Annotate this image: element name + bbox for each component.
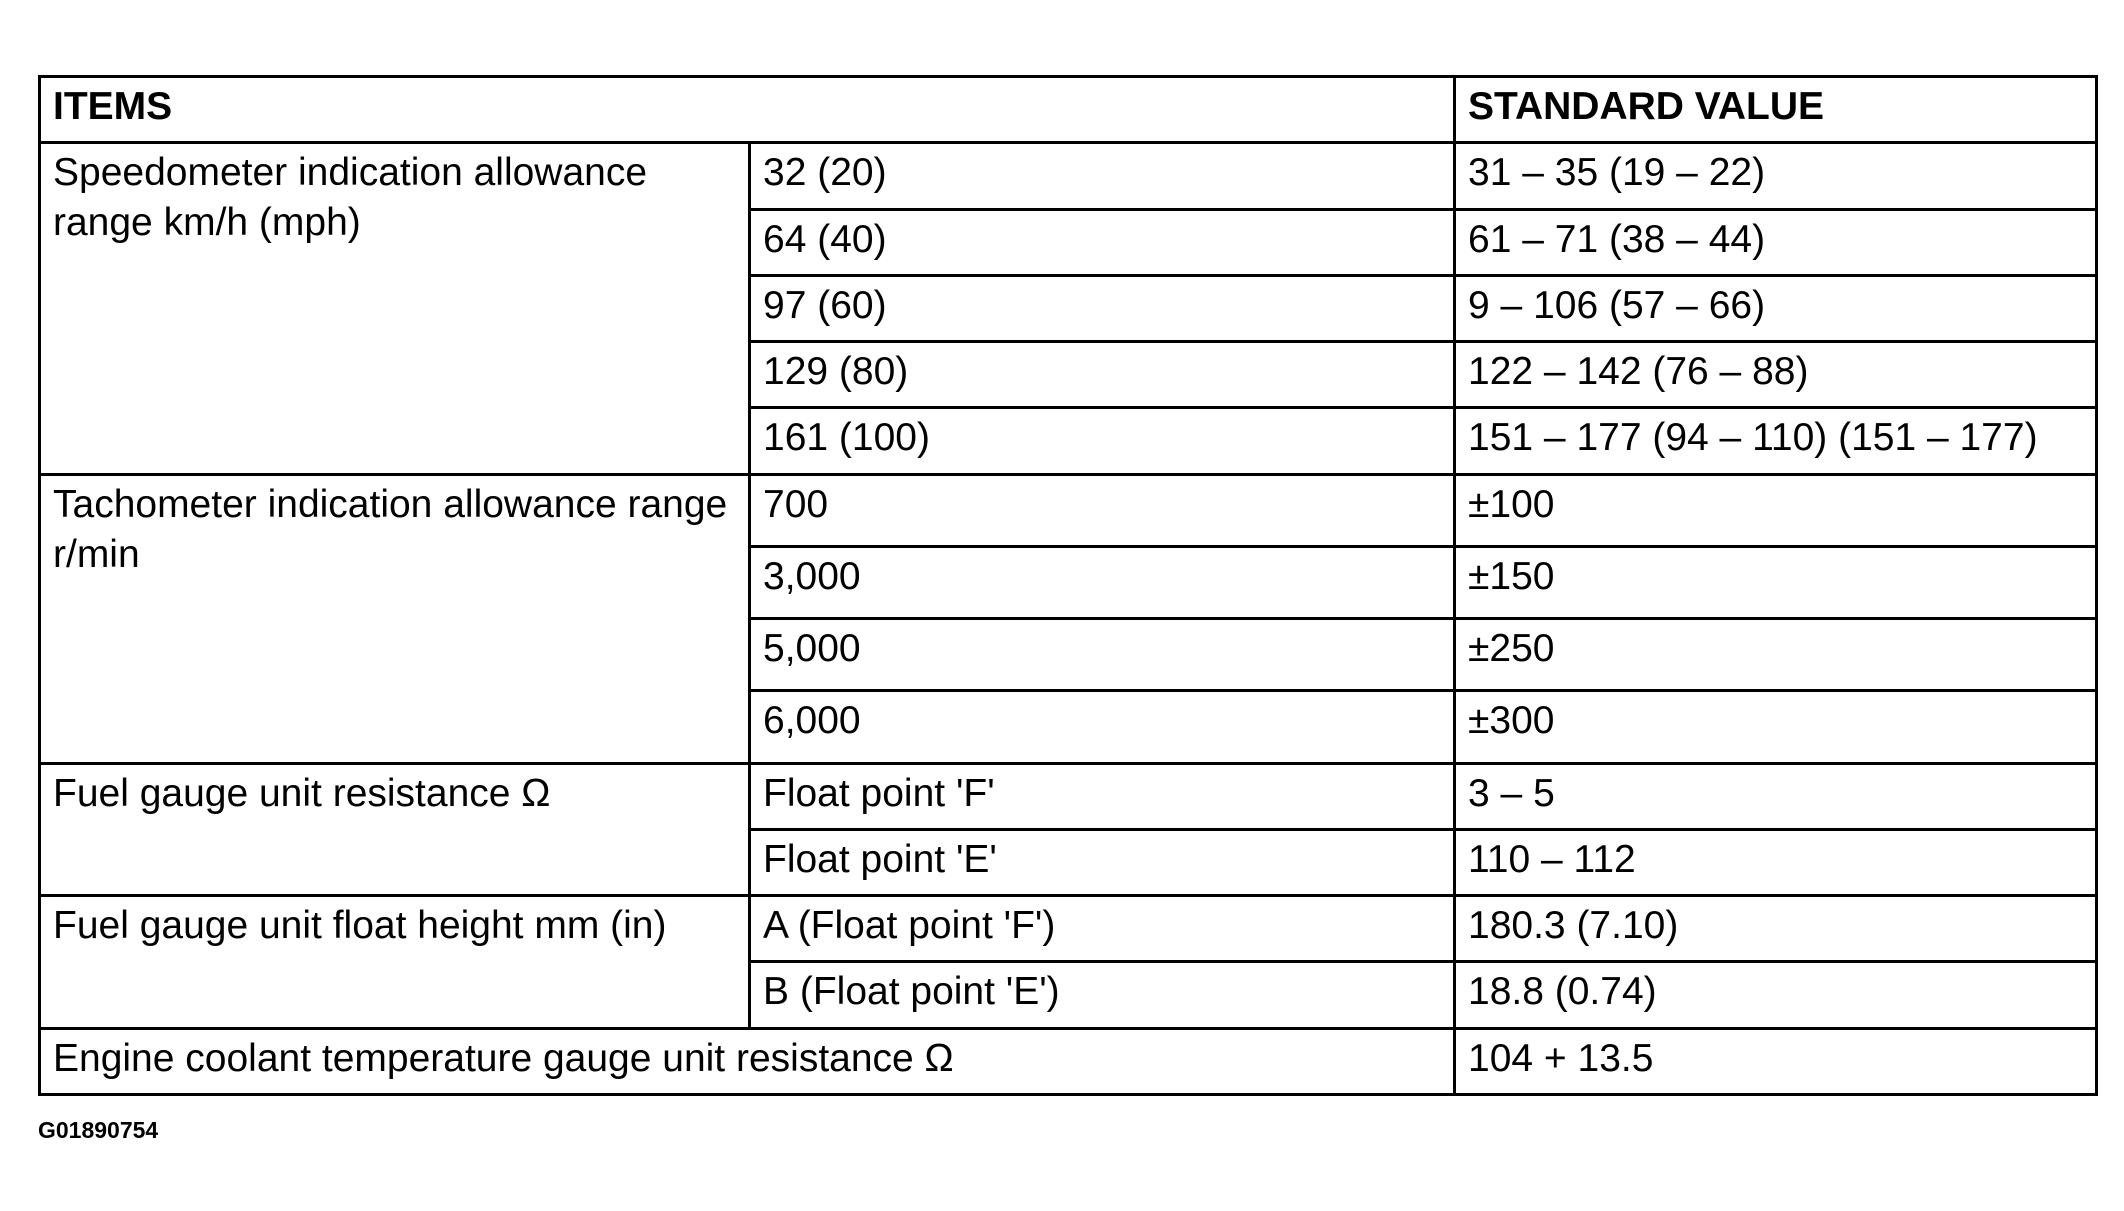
condition-cell: Float point 'F'	[750, 763, 1455, 829]
fuel-float-height-item: Fuel gauge unit float height mm (in)	[40, 896, 750, 1029]
value-cell: 31 – 35 (19 – 22)	[1455, 143, 2097, 209]
condition-cell: 32 (20)	[750, 143, 1455, 209]
spec-table	[38, 75, 2098, 1096]
coolant-item: Engine coolant temperature gauge unit resistance Ω	[40, 1028, 1455, 1094]
value-cell: ±150	[1455, 546, 2097, 618]
table-row	[40, 896, 2097, 962]
header-row	[40, 77, 2097, 143]
condition-cell: 64 (40)	[750, 209, 1455, 275]
value-cell: 110 – 112	[1455, 829, 2097, 895]
value-cell: 122 – 142 (76 – 88)	[1455, 342, 2097, 408]
items-header: ITEMS	[40, 77, 1455, 143]
standard-value-header: STANDARD VALUE	[1455, 77, 2097, 143]
value-cell: 180.3 (7.10)	[1455, 896, 2097, 962]
table-row	[40, 143, 2097, 209]
tachometer-item: Tachometer indication allowance range r/min	[40, 474, 750, 763]
condition-cell: 6,000	[750, 691, 1455, 763]
fuel-resistance-item: Fuel gauge unit resistance Ω	[40, 763, 750, 896]
condition-cell: Float point 'E'	[750, 829, 1455, 895]
value-cell: ±300	[1455, 691, 2097, 763]
figure-code: G01890754	[38, 1117, 159, 1143]
condition-cell: 5,000	[750, 619, 1455, 691]
value-cell: ±250	[1455, 619, 2097, 691]
condition-cell: B (Float point 'E')	[750, 962, 1455, 1028]
condition-cell: 161 (100)	[750, 408, 1455, 474]
value-cell: 61 – 71 (38 – 44)	[1455, 209, 2097, 275]
condition-cell: 700	[750, 474, 1455, 546]
value-cell: 9 – 106 (57 – 66)	[1455, 275, 2097, 341]
table-row	[40, 474, 2097, 546]
value-cell: 3 – 5	[1455, 763, 2097, 829]
table-row	[40, 1028, 2097, 1094]
value-cell: 104 + 13.5	[1455, 1028, 2097, 1094]
table-row	[40, 763, 2097, 829]
speedometer-item: Speedometer indication allowance range km/h (mph)	[40, 143, 750, 474]
condition-cell: 97 (60)	[750, 275, 1455, 341]
value-cell: 151 – 177 (94 – 110) (151 – 177)	[1455, 408, 2097, 474]
condition-cell: 129 (80)	[750, 342, 1455, 408]
condition-cell: A (Float point 'F')	[750, 896, 1455, 962]
value-cell: ±100	[1455, 474, 2097, 546]
condition-cell: 3,000	[750, 546, 1455, 618]
value-cell: 18.8 (0.74)	[1455, 962, 2097, 1028]
